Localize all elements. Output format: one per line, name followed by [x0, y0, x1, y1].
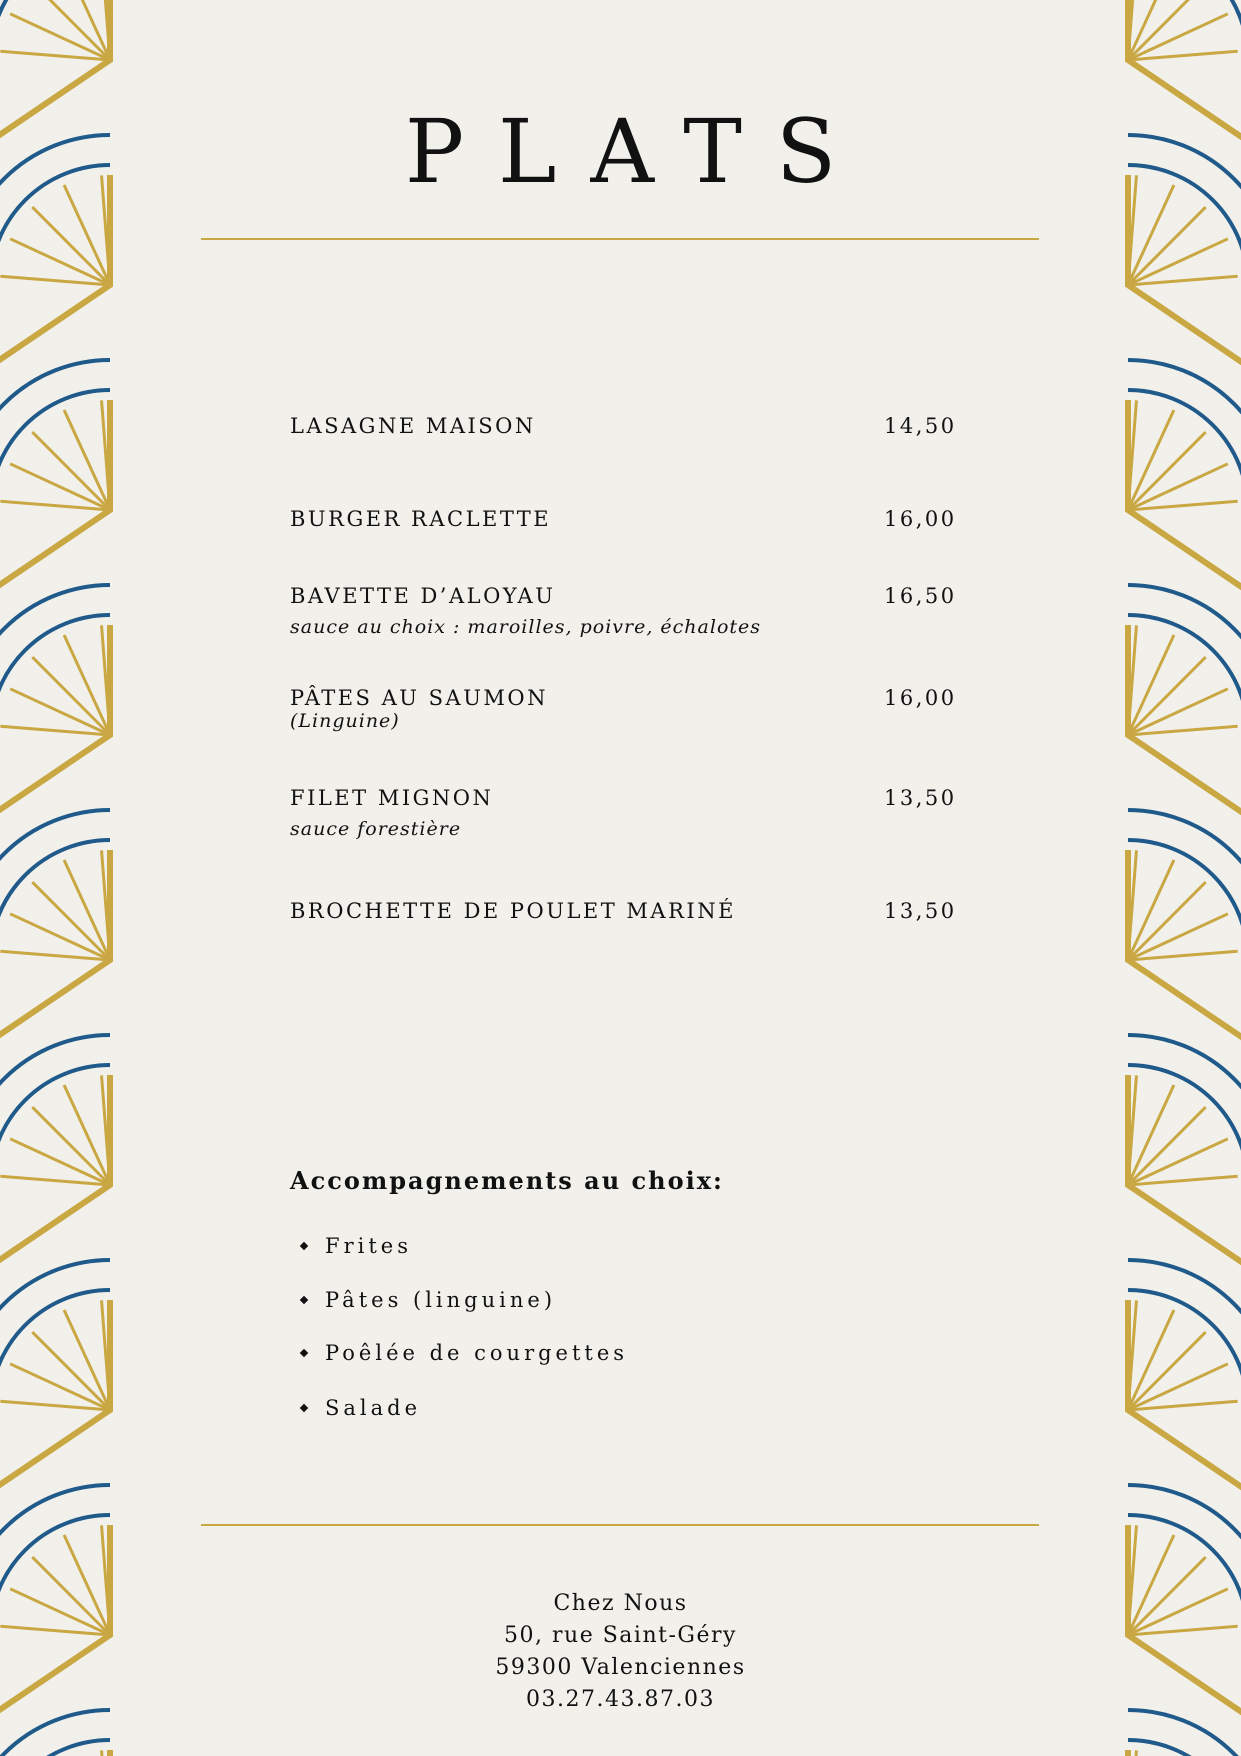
menu-item-name: BROCHETTE DE POULET MARINÉ	[290, 899, 736, 923]
menu-item-description: sauce forestière	[290, 818, 462, 840]
side-list-item: Poêlée de courgettes	[301, 1343, 628, 1364]
menu-item-name: LASAGNE MAISON	[290, 414, 536, 438]
menu-item-price: 16,00	[884, 507, 957, 531]
street-address: 50, rue Saint-Géry	[504, 1623, 737, 1648]
menu-item-price: 14,50	[884, 414, 957, 438]
restaurant-name: Chez Nous	[553, 1591, 688, 1616]
city-address: 59300 Valenciennes	[495, 1655, 746, 1680]
bullet-icon	[300, 1295, 308, 1303]
restaurant-address	[0, 1588, 1241, 1716]
menu-item-description: (Linguine)	[290, 710, 400, 732]
menu-item-description: sauce au choix : maroilles, poivre, échalotes	[290, 616, 762, 638]
bottom-divider	[201, 1524, 1039, 1526]
menu-item-name: FILET MIGNON	[290, 786, 494, 810]
phone-number: 03.27.43.87.03	[526, 1687, 715, 1712]
menu-item-name: BURGER RACLETTE	[290, 507, 552, 531]
bullet-icon	[300, 1403, 308, 1411]
menu-item-price: 13,50	[884, 786, 957, 810]
side-list-item: Pâtes (linguine)	[301, 1290, 556, 1311]
sides-heading: Accompagnements au choix:	[290, 1166, 724, 1195]
bullet-icon	[300, 1241, 308, 1249]
menu-item-price: 16,00	[884, 686, 957, 710]
decorative-fan-border-right	[1116, 0, 1241, 1756]
menu-item-name: PÂTES AU SAUMON	[290, 686, 548, 710]
menu-item-name: BAVETTE D’ALOYAU	[290, 584, 556, 608]
side-list-item: Frites	[301, 1236, 412, 1257]
side-list-item: Salade	[301, 1398, 421, 1419]
menu-item-price: 13,50	[884, 899, 957, 923]
top-divider	[201, 238, 1039, 240]
menu-item-price: 16,50	[884, 584, 957, 608]
decorative-fan-border-left	[0, 0, 122, 1756]
page-title: PLATS	[404, 100, 871, 203]
bullet-icon	[300, 1348, 308, 1356]
